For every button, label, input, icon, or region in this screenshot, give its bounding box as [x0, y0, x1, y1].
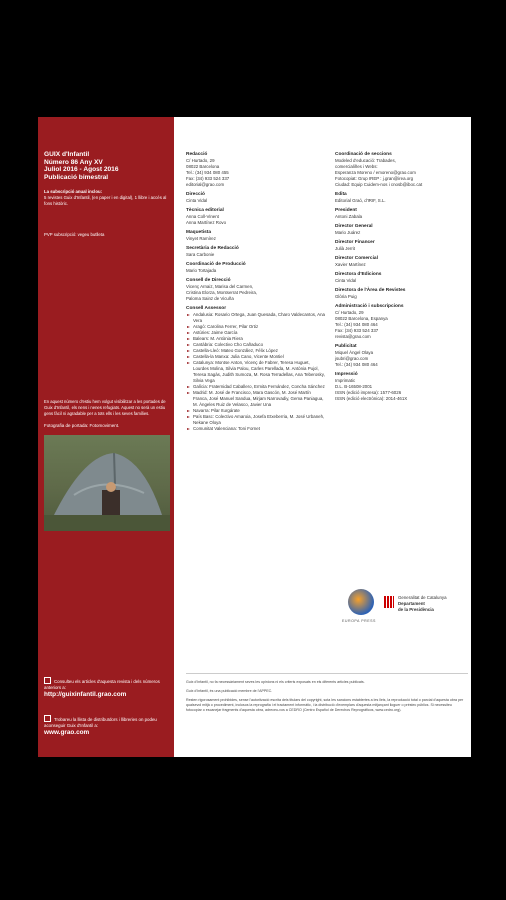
- credit-line: jsubri@grao.com: [335, 356, 369, 361]
- credit-line: Cinta Vidal: [186, 198, 208, 203]
- advisory-item: Cantàbria: Colectivo Cho Cañaduco: [186, 342, 326, 348]
- subscription-info: [44, 189, 170, 207]
- consult-articles: [44, 677, 170, 699]
- legal-line: Resten rigorosament prohibides, sense l'autorització escrita dels titulars del copyright, sota les sancions establertes a les lleis, la reproducció total o parcial d'aquesta obra per qualsevol mitjà o procediment, inclosos la reprografia i el tractament informàtic, i la distribució d'exemplars d'aquesta mitjançant lloguer o préstec públics. Si necessiteu fotocopiar o escanejar fragments d'aquesta obra, adreceu-vos a CEDRO (Centro Español de Derechos Reprográficos, www.cedro.org).: [186, 698, 464, 712]
- credit-line: Xavier Martínez: [335, 262, 366, 267]
- credit-line: 08022 Barcelona: [186, 164, 220, 169]
- advisory-item: Castella-la Manxa: Julia Cano, Vicente Montiel: [186, 354, 326, 360]
- credit-line: ISSN (edició impresa): 1577-6026: [335, 390, 402, 395]
- credit-line: 08022 Barcelona, Espanya: [335, 316, 388, 321]
- credit-heading: Director Financer: [335, 240, 375, 245]
- tent-photo-image: [44, 435, 170, 531]
- credit-line: Editorial Graó, d'IRIF, S.L.: [335, 198, 386, 203]
- credit-block: [335, 224, 465, 236]
- catalan-flag-icon: [384, 596, 394, 608]
- advisory-item: Aragó: Carolina Ferrer, Pilar Ortiz: [186, 324, 326, 330]
- credit-line: Julià Jerrit: [335, 246, 356, 251]
- credit-heading: Maquetista: [186, 230, 212, 235]
- credit-block: [335, 152, 465, 188]
- credit-heading: Secretària de Redacció: [186, 246, 239, 251]
- credit-heading: President: [335, 208, 357, 213]
- magazine-title: [44, 151, 119, 181]
- advisory-board: [186, 306, 326, 432]
- credit-line: Tel.: (34) 934 080 464: [335, 322, 378, 327]
- credit-line: Glòria Puig: [335, 294, 357, 299]
- credit-line: Cinta Vidal: [335, 278, 357, 283]
- info-icon: [44, 715, 51, 722]
- advisory-item: País Basc: Colectivo Amaroia, Josefa Etxeberria, M. José Urbaneh, Nekane Oloya: [186, 414, 326, 426]
- credit-block: [335, 344, 465, 368]
- advisory-item: Galícia: Fraternidad Caballero, Ermita Fernández, Concha Sánchez: [186, 384, 326, 390]
- advisory-item: Castella-Lleó: Mateo González, Félix López: [186, 348, 326, 354]
- credit-line: Anna Martínez Rovo: [186, 220, 227, 225]
- credit-heading: Direcció: [186, 192, 205, 197]
- generalitat-logo: [398, 595, 447, 613]
- credit-line: Ciudad: Equip Cuidem-nos i cnosb@iboc.cat: [335, 182, 423, 187]
- credit-heading: Directora de l'Àrea de Revistes: [335, 288, 406, 293]
- credit-line: Vicenç Arnaiz, Marisa del Carmen,: [186, 284, 254, 289]
- credit-heading: Consell de Direcció: [186, 278, 231, 283]
- advisory-item: Balears: M. Antònia Riera: [186, 336, 326, 342]
- credit-heading: Edita: [335, 192, 347, 197]
- credit-line: Tel.: (34) 934 080 455: [186, 170, 229, 175]
- credits-right-column: [335, 152, 465, 406]
- credit-block: [335, 256, 465, 268]
- credit-block: [186, 278, 326, 302]
- credit-line: Miquel Àngel Olaya: [335, 350, 374, 355]
- sidebar: [38, 117, 174, 757]
- legal-line: Guix d'Infantil, no fa necessàriament seves les opinions ni els criteris exposats en els diferents articles publicats.: [186, 680, 365, 684]
- credit-line: Antoni Zabala: [335, 214, 363, 219]
- credit-heading: Impressió: [335, 372, 358, 377]
- magazine-page: [38, 117, 471, 757]
- credit-heading: Tècnica editorial: [186, 208, 224, 213]
- credit-line: Esperanza Moreno / emoreno@grao.com: [335, 170, 416, 175]
- divider: [186, 673, 468, 674]
- credit-line: revista@grao.com: [335, 334, 371, 339]
- credit-line: Paloma Sainz de Vicuña: [186, 296, 234, 301]
- credit-block: [186, 262, 326, 274]
- legal-line: Guix d'Infantil, és una publicació membre de l'APPEC.: [186, 689, 273, 693]
- cover-photo: [44, 435, 170, 531]
- credit-block: [335, 272, 465, 284]
- credit-block: [186, 230, 326, 242]
- credit-line: Mario Tortajada: [186, 268, 217, 273]
- credit-block: [335, 288, 465, 300]
- credit-block: [335, 240, 465, 252]
- credit-line: Vinyet Ramírez: [186, 236, 216, 241]
- europapress-logo: [348, 589, 374, 615]
- credit-line: Mario Juárez: [335, 230, 361, 235]
- credit-heading: Redacció: [186, 152, 208, 157]
- pvp-text: PVP subscripció: vegeu butlleta: [44, 232, 105, 237]
- advisory-item: Comunitat Valenciana: Toni Fornet: [186, 426, 326, 432]
- grao-link[interactable]: www.grao.com: [44, 729, 90, 736]
- subscription-label: La subscripció anual inclou:: [44, 189, 103, 194]
- credit-heading: Director Comercial: [335, 256, 378, 261]
- guix-link[interactable]: http://guixinfantil.grao.com: [44, 691, 127, 698]
- intro-text: En aquest número d'estiu hem volgut visibilitzar a les portades de Guix d'Infantil, els nens i nenes refugiats. Aquest no serà un estiu gens fàcil ni agradable per a tots ells i les seves famílies.: [44, 399, 166, 416]
- credit-line: Fotocopiat: Grup IREP : j.gran@irea.org: [335, 176, 414, 181]
- credit-heading: Administració i subscripcions: [335, 304, 404, 309]
- advisory-item: Navarra: Pilar Iturgárate: [186, 408, 326, 414]
- credit-line: Modeled d'educació: Trabades,: [335, 158, 396, 163]
- credit-block: [186, 246, 326, 258]
- title-line: GUIX d'Infantil: [44, 151, 90, 158]
- credit-block: [335, 304, 465, 340]
- credit-block: [186, 152, 326, 188]
- credit-line: C/ Hurtado, 29: [186, 158, 215, 163]
- credit-line: D.L. B-16508-2001: [335, 384, 373, 389]
- credit-block: [335, 208, 465, 220]
- title-line: Publicació bimestral: [44, 173, 109, 181]
- distributors-info: [44, 715, 170, 737]
- title-line: Número 86 Any XV: [44, 158, 103, 166]
- credit-line: ISSN (edició electrònica): 2014-461X: [335, 396, 408, 401]
- credit-heading: Coordinació de Producció: [186, 262, 246, 267]
- credit-line: Tel.: (34) 934 080 464: [335, 362, 378, 367]
- credit-line: Fax: (34) 933 524 337: [186, 176, 230, 181]
- distributors-text: Trobareu la llista de distribuïdors i llibreries on podeu aconseguir Guix d'Infantil a:: [44, 717, 157, 728]
- advisory-item: Astúries: Jaime García: [186, 330, 326, 336]
- credit-block: [186, 208, 326, 226]
- credit-heading: Publicitat: [335, 344, 357, 349]
- gen-line: Generalitat de Catalunya: [398, 595, 447, 600]
- photo-credit: Fotografia de portada: Fotomoviment.: [44, 423, 120, 428]
- credit-line: Imprimatic: [335, 378, 356, 383]
- advisory-item: Catalunya: Montse Anton, Vicenç de Fabrer, Teresa Huguet, Lourdes Molina, Silvia Palou, Carles Parellada, M. Antònia Pujol, Teresa Sagàs, Judith Sumoza, M. Rosa Terradellas, Ana Teberosky, Silvia Vega: [186, 360, 326, 384]
- info-icon: [44, 677, 51, 684]
- credit-block: [186, 192, 326, 204]
- credit-line: editorial@grao.com: [186, 182, 225, 187]
- credit-block: [335, 372, 465, 402]
- title-line: Juliol 2016 - Agost 2016: [44, 166, 119, 174]
- subscription-text: 5 revistes Guix d'Infantil, (en paper i en digital), 1 llibre i accés al fons històric.: [44, 195, 167, 206]
- gen-line: de la Presidència: [398, 607, 434, 612]
- credits-left-column: [186, 152, 326, 436]
- credit-line: Anna Coll-Vinent: [186, 214, 219, 219]
- credit-line: comercialiñes i Webs:: [335, 164, 378, 169]
- advisory-item: Andalusia: Rosario Ortega, Juan Quesada, Charo Valdecantos, Ana Vera: [186, 312, 326, 324]
- logo-caption: EUROPA PRESS: [342, 619, 376, 623]
- legal-notice: [186, 680, 468, 717]
- credit-heading: Director General: [335, 224, 373, 229]
- credit-line: C/ Hurtado, 29: [335, 310, 364, 315]
- credit-line: Sara Carbonie: [186, 252, 215, 257]
- credit-heading: Coordinació de seccions: [335, 152, 392, 157]
- credit-heading: Directora d'Edicions: [335, 272, 382, 277]
- gen-line: Departament: [398, 601, 425, 606]
- credit-block: [335, 192, 465, 204]
- advisory-item: Madrid: M. José de Francisco, Mara Gascón, M. José Martín Franca, José Manuel Sandua, Mirjam Narrovadiy, Gema Paniagua, M. Àngeles Ruiz de Velasco, Javier Una: [186, 390, 326, 408]
- consult-text: Consulteu els articles d'aquesta revista i dels números anteriors a:: [44, 679, 160, 690]
- credit-heading: Consell Assessor: [186, 306, 227, 311]
- credit-line: Fax: (34) 933 524 337: [335, 328, 379, 333]
- credit-line: Cristina Elorza, Montserrat Pedreira,: [186, 290, 258, 295]
